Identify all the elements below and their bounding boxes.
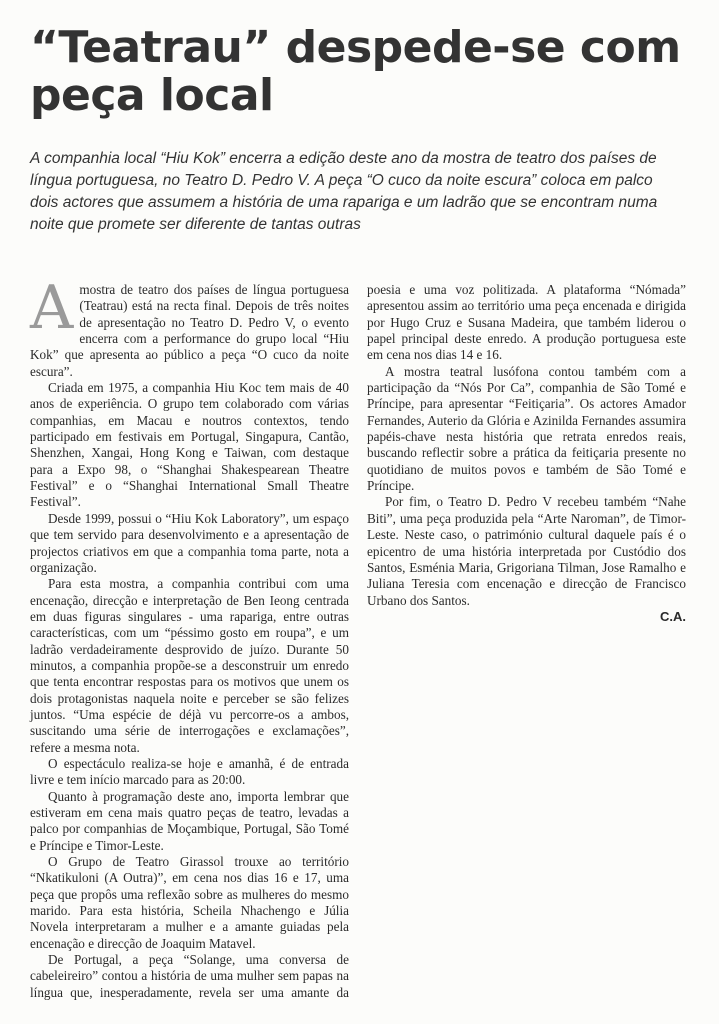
body-paragraph-9: A mostra teatral lusófona contou também com a participação da “Nós Por Ca”, companhia de São Tomé e Príncipe, para apresentar “Feitiçaria”. Os actores Amador Fernandes, Auterio da Glória e Azinilda Fernandes assumira papéis-chave nesta história que retrata enredos reais, buscando reflectir sobre a prática da feitiçaria presente no quotidiano de muitos povos e também de São Tomé e Príncipe. [367,363,686,494]
drop-cap: A [30,273,74,343]
body-paragraph-6: Quanto à programação deste ano, importa lembrar que estiveram em cena mais quatro peças de teatro, levadas a palco por companhias de Moçambique, Portugal, São Tomé e Príncipe e Timor-Leste. [30,788,349,853]
body-paragraph-4: Para esta mostra, a companhia contribui com uma encenação, direcção e interpretação de Ben Ieong centrada em duas figuras singulares - uma rapariga, entre outras características, com um “péssimo gosto em roupa”, e um ladrão verdadeiramente desprovido de juízo. Durante 50 minutos, a companhia propõe-se a desconstruir um enredo que tenta encontrar respostas para os motivos que unem os dois protagonistas naquela noite e perceber se são felizes juntos. “Uma espécie de déjà vu percorre-os a ambos, suscitando uma série de interrogações e exclamações”, refere a mesma nota. [30,576,349,755]
article-body [30,273,686,1012]
body-paragraph-3: Desde 1999, possui o “Hiu Kok Laboratory”, um espaço que tem servido para desenvolvimento e a apresentação de projectos criativos em que a companhia toma parte, nota a organização. [30,510,349,575]
author-signature: C.A. [660,608,686,624]
body-paragraph-2: Criada em 1975, a companhia Hiu Koc tem mais de 40 anos de experiência. O grupo tem colaborado com várias companhias, em Macau e noutros contextos, tendo participado em festivais em Portugal, Singapura, Cantão, Shenzhen, Xangai, Hong Kong e Taiwan, com destaque para a Expo 98, o “Shanghai Shakespearean Theatre Festival” e o “Shanghai International Small Theatre Festival”. [30,380,349,510]
body-paragraph-7: O Grupo de Teatro Girassol trouxe ao território “Nkatikuloni (A Outra)”, em cena nos dias 16 e 17, uma peça que propôs uma reflexão sobre as mulheres do mesmo marido. Para esta história, Scheila Nhachengo e Júlia Novela interpretaram a mulher e a amante guiadas pela encenação e direcção de Joaquim Matavel. [30,854,349,951]
body-paragraph-1: A mostra de teatro dos países de língua portuguesa (Teatrau) está na recta final. Depois de três noites de apresentação no Teatro D. Pedro V, o evento encerra com a performance do grupo local “Hiu Kok” que apresenta ao público a peça “O cuco da noite escura”. [30,273,349,379]
lead-paragraph: A companhia local “Hiu Kok” encerra a edição deste ano da mostra de teatro dos países de língua portuguesa, no Teatro D. Pedro V. A peça “O cuco da noite escura” coloca em palco dois actores que assumem a história de uma rapariga e um ladrão que se encontram numa noite que promete ser diferente de tantas outras [30,150,658,233]
body-paragraph-8: De Portugal, a peça “Solange, uma conversa de cabeleireiro” contou a história de uma mulher sem papas na língua que, inesperadamente, revela ser uma amante da poesia e uma voz politizada. A plataforma “Nómada” apresentou assim ao território uma peça encenada e dirigida por Hugo Cruz e Susana Madeira, que também liderou o papel principal deste enredo. A produção portuguesa este em cena nos dias 14 e 16. [30,282,686,1000]
body-paragraph-10: Por fim, o Teatro D. Pedro V recebeu também “Nahe Biti”, uma peça produzida pela “Arte Naroman”, de Timor-Leste. Neste caso, o património cultural daquele país é o epicentro de uma história interpretada por Custódio dos Santos, Esménia Maria, Grigoriana Tilman, Jose Ramalho e Juliana Teresia com encenação e direcção de Francisco Urbano dos Santos. [367,494,686,608]
body-paragraph-5: O espectáculo realiza-se hoje e amanhã, é de entrada livre e tem início marcado para as 20:00. [30,755,349,788]
headline: “Teatrau” despede-se com peça local [30,22,681,121]
